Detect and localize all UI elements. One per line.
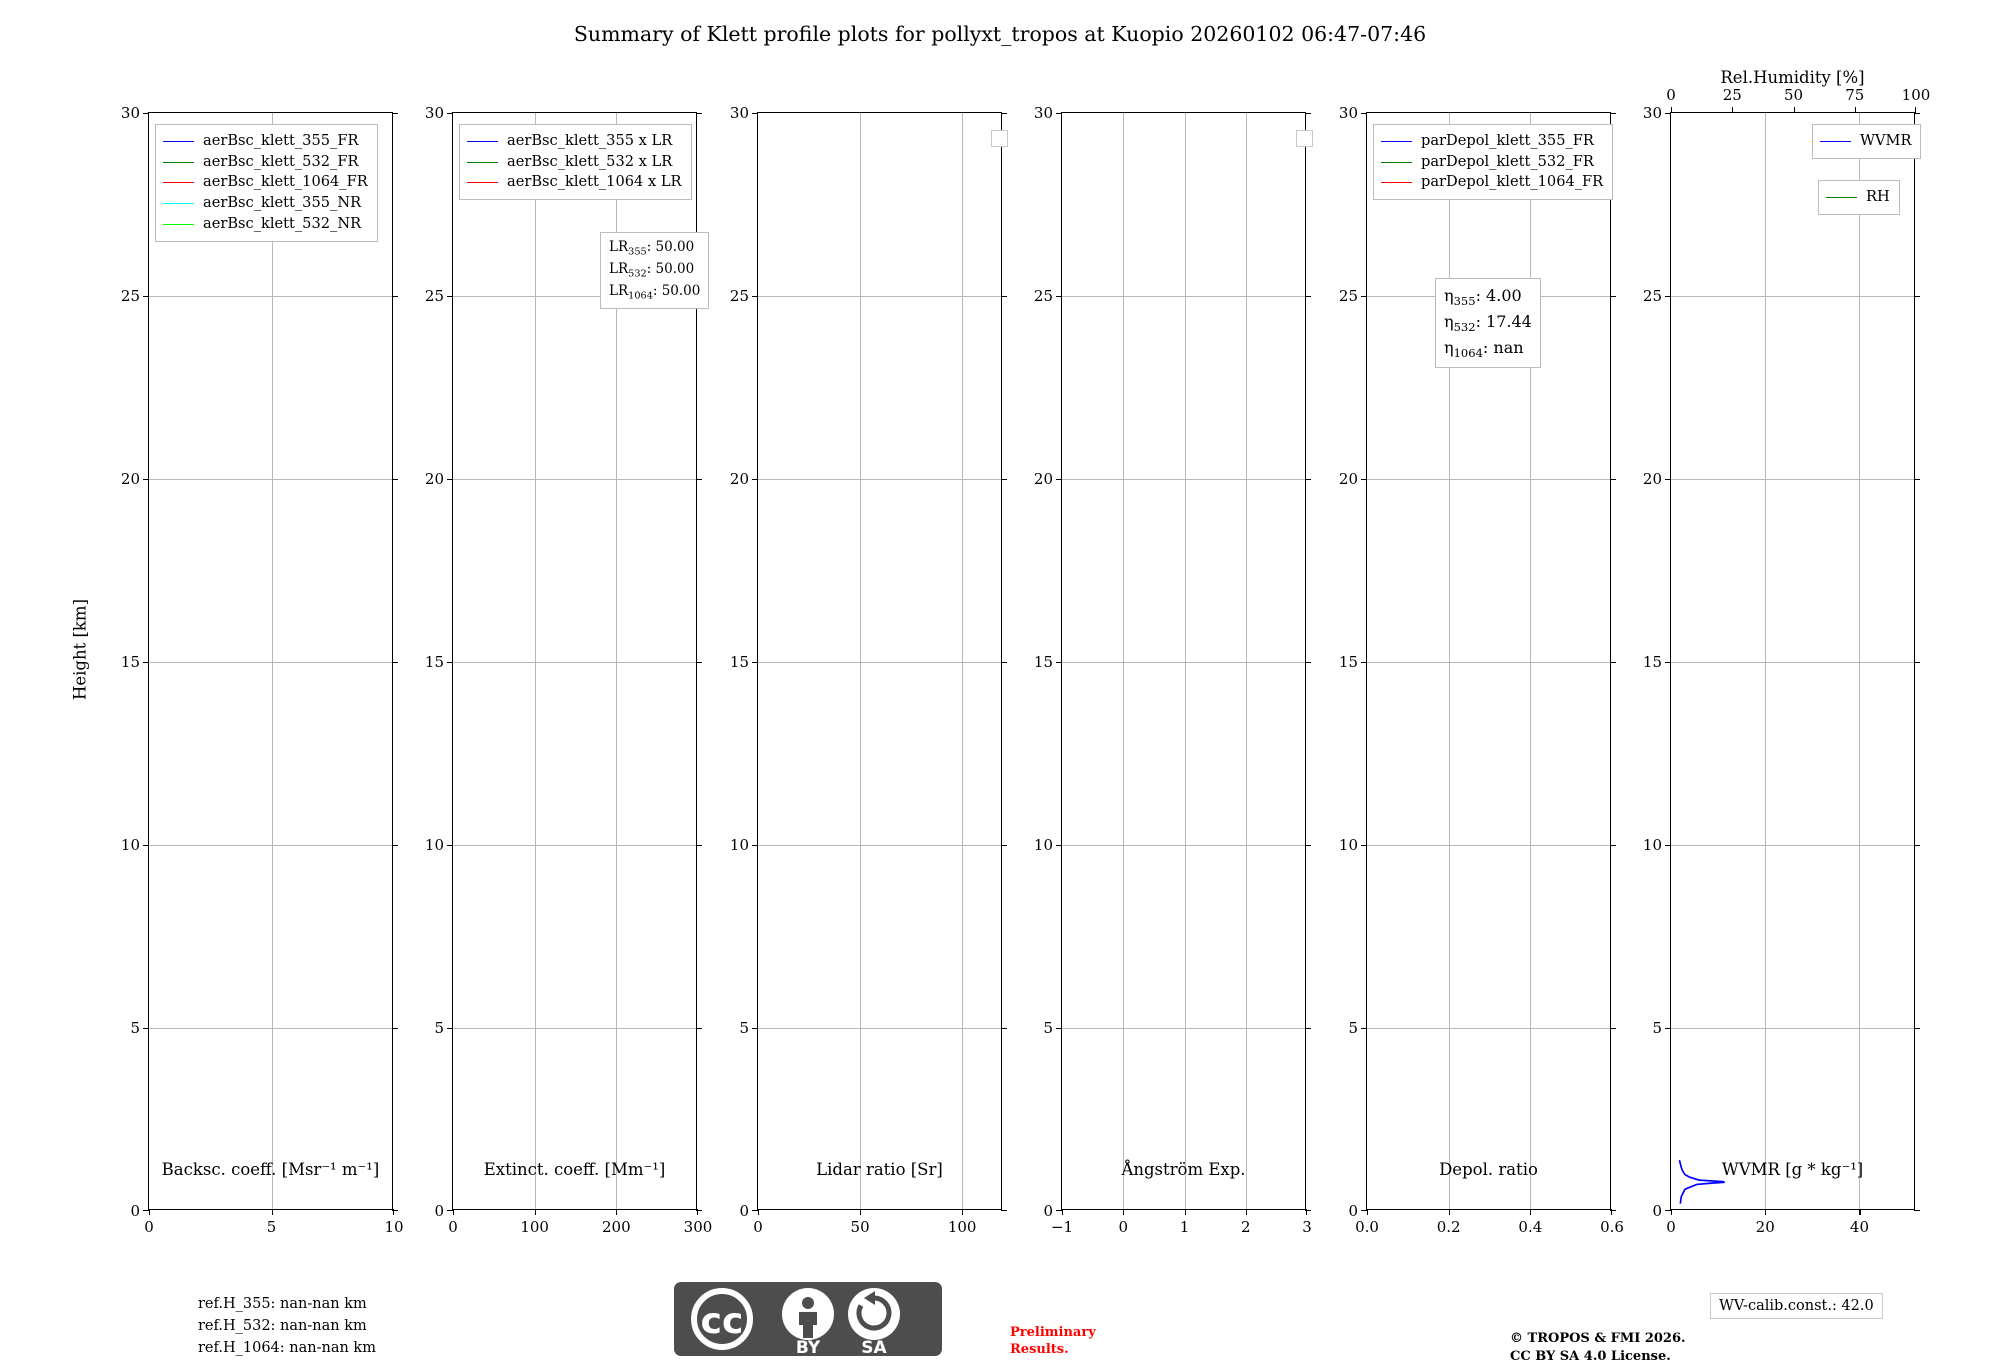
y-tick-label: 30 (1338, 104, 1358, 122)
annotation-lidar-ratios (600, 232, 709, 309)
x-tick-label: −1 (1050, 1218, 1074, 1236)
x-tick-mark (1449, 1209, 1450, 1215)
y-tick-label: 10 (1033, 836, 1053, 854)
annotation-line: $\eta_{355}$: 4.00 (1444, 286, 1522, 309)
legend-color-swatch (163, 203, 194, 204)
y-tick-mark-right (1610, 479, 1616, 480)
x-tick-label: 0.0 (1355, 1218, 1379, 1236)
legend-entry-label: parDepol_klett_532_FR (1421, 152, 1594, 170)
x-tick-label: 0.4 (1518, 1218, 1543, 1236)
y-tick-label: 25 (424, 287, 444, 305)
legend-wvmr-top (1812, 124, 1921, 159)
y-tick-mark-right (1914, 1210, 1920, 1211)
x-tick-mark (616, 1209, 617, 1215)
legend-entry-label: aerBsc_klett_355_NR (203, 194, 362, 212)
y-tick-mark-right (1914, 845, 1920, 846)
y-tick-mark-right (696, 1028, 702, 1029)
cc-by-label: BY (795, 1338, 821, 1358)
y-tick-label: 5 (739, 1019, 749, 1037)
y-tick-mark-right (1914, 113, 1920, 114)
x-tick-mark (1123, 1209, 1124, 1215)
y-tick-mark-right (392, 1028, 398, 1029)
y-tick-label: 30 (424, 104, 444, 122)
y-tick-mark-right (392, 479, 398, 480)
y-tick-label: 25 (1642, 287, 1662, 305)
x-tick-label: 40 (1849, 1218, 1869, 1236)
legend-entry (1381, 131, 1603, 152)
legend-entry (467, 131, 682, 152)
x-tick-mark (1062, 1209, 1063, 1215)
x-tick-mark (272, 1209, 273, 1215)
legend-entry-label: aerBsc_klett_1064_FR (203, 173, 368, 191)
x-tick-label: 0 (144, 1218, 154, 1236)
x-axis-label-backscatter: Backsc. coeff. [Msr⁻¹ m⁻¹] (161, 1160, 380, 1179)
x-tick-label: 0.6 (1600, 1218, 1624, 1236)
legend-entry (163, 172, 368, 193)
x-axis-label-extinction: Extinct. coeff. [Mm⁻¹] (483, 1160, 666, 1179)
y-tick-mark-right (1610, 296, 1616, 297)
y-tick-mark-right (1914, 1028, 1920, 1029)
legend-color-swatch (163, 162, 194, 163)
y-tick-mark-right (1001, 113, 1007, 114)
y-tick-mark-right (1914, 479, 1920, 480)
y-tick-label: 10 (729, 836, 749, 854)
y-tick-mark-right (1914, 296, 1920, 297)
y-tick-mark-right (1305, 845, 1311, 846)
y-tick-label: 15 (424, 653, 444, 671)
y-tick-mark-right (1305, 113, 1311, 114)
x-axis-label-wvmr: WVMR [g * kg⁻¹] (1721, 1160, 1864, 1179)
x-axis-label-lidar-ratio: Lidar ratio [Sr] (816, 1160, 943, 1179)
x-tick-mark (1530, 1209, 1531, 1215)
legend-entry-label: aerBsc_klett_355_FR (203, 132, 359, 149)
y-tick-label: 30 (1033, 104, 1053, 122)
top-axis-label-rh: Rel.Humidity [%] (1720, 68, 1865, 87)
x-tick-label: 0 (448, 1218, 458, 1236)
legend-entry (1381, 152, 1603, 173)
x-tick-label: 3 (1302, 1218, 1312, 1236)
x-tick-mark (149, 1209, 150, 1215)
legend-color-swatch (467, 141, 498, 142)
y-tick-mark-right (392, 113, 398, 114)
x-tick-label: 300 (683, 1218, 713, 1236)
preliminary-line1: Preliminary (1010, 1325, 1096, 1340)
y-tick-label: 20 (424, 470, 444, 488)
y-tick-mark-right (696, 113, 702, 114)
y-tick-label: 20 (1338, 470, 1358, 488)
y-tick-label: 25 (120, 287, 140, 305)
legend-entry (163, 131, 368, 152)
y-tick-label: 25 (1338, 287, 1358, 305)
legend-color-swatch (1826, 197, 1857, 198)
y-tick-label: 15 (1033, 653, 1053, 671)
x-tick-mark (697, 1209, 698, 1215)
legend-wvmr-rh (1818, 180, 1900, 215)
legend-entry (1826, 187, 1890, 208)
legend-entry-label: aerBsc_klett_1064 x LR (507, 173, 682, 191)
x-tick-label: 2 (1240, 1218, 1251, 1236)
y-tick-mark-right (1914, 662, 1920, 663)
annotation-line: $LR_{1064}$: 50.00 (609, 282, 701, 302)
legend-entry (1820, 131, 1911, 152)
y-tick-label: 10 (1338, 836, 1358, 854)
ref-height-355: ref.H_355: nan-nan km (198, 1296, 367, 1312)
y-tick-label: 0 (1043, 1202, 1053, 1220)
legend-entry-label: aerBsc_klett_532_NR (203, 214, 362, 232)
x-tick-mark (1306, 1209, 1307, 1215)
data-series-layer (758, 113, 1001, 1209)
top-tick-label: 25 (1722, 86, 1742, 104)
legend-depolarization (1373, 124, 1613, 200)
legend-entry-label: parDepol_klett_1064_FR (1421, 173, 1604, 191)
x-tick-mark (1859, 1209, 1860, 1215)
x-tick-mark (535, 1209, 536, 1215)
ref-height-532: ref.H_532: nan-nan km (198, 1317, 367, 1334)
y-tick-label: 15 (120, 653, 140, 671)
y-tick-label: 15 (1642, 653, 1662, 671)
y-tick-mark-right (392, 845, 398, 846)
x-tick-mark (962, 1209, 963, 1215)
legend-entry-label: parDepol_klett_355_FR (1421, 132, 1594, 149)
y-tick-mark-right (1001, 1210, 1007, 1211)
x-tick-label: 200 (602, 1218, 631, 1236)
panel-angstrom (1033, 104, 1312, 1236)
panel-wvmr (1642, 86, 1931, 1236)
legend-color-swatch (467, 182, 498, 183)
y-tick-label: 10 (120, 836, 140, 854)
data-series-layer (1062, 113, 1305, 1209)
legend-entry-label: aerBsc_klett_532_FR (203, 152, 359, 170)
preliminary-line2: Results. (1010, 1341, 1069, 1357)
legend-entry (163, 193, 368, 214)
y-axis-label: Height [km] (70, 598, 90, 701)
y-tick-label: 5 (1043, 1019, 1053, 1037)
x-tick-label: 10 (384, 1218, 404, 1236)
y-tick-mark-right (696, 845, 702, 846)
panel-lidar-ratio (729, 104, 1002, 1236)
legend-entry (163, 152, 368, 173)
y-tick-mark-right (1305, 296, 1311, 297)
y-tick-mark-right (1305, 1028, 1311, 1029)
x-tick-label: 0 (753, 1218, 763, 1236)
legend-entry-label: aerBsc_klett_532 x LR (507, 152, 673, 170)
x-tick-mark (1611, 1209, 1612, 1215)
top-tick-label: 75 (1845, 86, 1865, 104)
y-tick-label: 0 (1348, 1202, 1358, 1220)
creative-commons-badge (672, 1280, 944, 1358)
annotation-line: $LR_{532}$: 50.00 (609, 260, 695, 280)
y-tick-label: 25 (1033, 287, 1053, 305)
x-tick-label: 5 (266, 1218, 277, 1236)
data-series-layer (149, 113, 392, 1209)
copyright-line1: © TROPOS & FMI 2026. (1510, 1331, 1686, 1346)
y-tick-mark-right (1610, 1028, 1616, 1029)
legend-entry (1381, 172, 1603, 193)
y-tick-label: 5 (1348, 1019, 1358, 1037)
legend-entry-label: aerBsc_klett_355 x LR (507, 132, 673, 149)
y-tick-label: 15 (1338, 653, 1358, 671)
svg-text:cc: cc (700, 1301, 744, 1342)
y-tick-label: 5 (1652, 1019, 1662, 1037)
x-tick-mark (758, 1209, 759, 1215)
top-tick-label: 0 (1666, 86, 1676, 104)
x-tick-mark (1246, 1209, 1247, 1215)
y-tick-mark-right (1001, 662, 1007, 663)
x-tick-mark (393, 1209, 394, 1215)
legend-color-swatch (163, 141, 194, 142)
top-tick-mark (1915, 107, 1916, 113)
y-tick-label: 0 (1652, 1202, 1662, 1220)
legend-backscatter (155, 124, 378, 242)
y-tick-mark-right (1610, 662, 1616, 663)
legend-entry (163, 214, 368, 235)
y-tick-mark-right (392, 662, 398, 663)
ref-height-1064: ref.H_1064: nan-nan km (198, 1339, 376, 1356)
x-tick-mark (1367, 1209, 1368, 1215)
y-tick-label: 20 (729, 470, 749, 488)
y-tick-mark-right (1001, 845, 1007, 846)
y-tick-label: 10 (1642, 836, 1662, 854)
x-axis-label-depolarization: Depol. ratio (1439, 1160, 1538, 1179)
y-tick-label: 30 (1642, 104, 1662, 122)
y-tick-label: 25 (729, 287, 749, 305)
data-series-layer (1671, 113, 1914, 1209)
x-tick-label: 20 (1755, 1218, 1775, 1236)
y-tick-label: 30 (120, 104, 140, 122)
y-tick-mark-right (696, 662, 702, 663)
legend-entry-label: WVMR (1860, 132, 1912, 149)
y-tick-label: 0 (739, 1202, 749, 1220)
x-tick-mark (453, 1209, 454, 1215)
reference-heights (198, 1294, 376, 1359)
y-tick-mark-right (1001, 479, 1007, 480)
y-tick-label: 10 (424, 836, 444, 854)
x-tick-label: 0 (1666, 1218, 1676, 1236)
y-tick-label: 20 (120, 470, 140, 488)
cc-badge-svg (672, 1280, 944, 1358)
panel-depolarization (1338, 104, 1624, 1236)
legend-placeholder-angstrom (1296, 130, 1313, 147)
x-tick-mark (1185, 1209, 1186, 1215)
legend-entry (467, 172, 682, 193)
annotation-line: $LR_{355}$: 50.00 (609, 239, 695, 258)
preliminary-results-note (1010, 1325, 1096, 1359)
y-tick-mark-right (1305, 479, 1311, 480)
y-tick-mark-right (1610, 113, 1616, 114)
top-tick-label: 50 (1783, 86, 1804, 104)
legend-color-swatch (467, 162, 498, 163)
y-tick-label: 20 (1642, 470, 1662, 488)
y-tick-mark-right (1001, 296, 1007, 297)
x-tick-label: 0.2 (1436, 1218, 1461, 1236)
y-tick-label: 15 (729, 653, 749, 671)
y-tick-label: 5 (434, 1019, 444, 1037)
x-tick-mark (1671, 1209, 1672, 1215)
legend-color-swatch (1381, 182, 1412, 183)
legend-entry (467, 152, 682, 173)
cc-sa-label: SA (861, 1338, 887, 1358)
y-tick-label: 5 (130, 1019, 140, 1037)
y-tick-mark-right (696, 479, 702, 480)
page-title: Summary of Klett profile plots for pollyxt_tropos at Kuopio 20260102 06:47-07:46 (573, 22, 1427, 46)
y-tick-mark-right (1610, 845, 1616, 846)
annotation-line: $\eta_{532}$: 17.44 (1444, 311, 1532, 335)
y-tick-mark-right (1001, 1028, 1007, 1029)
x-tick-label: 1 (1179, 1218, 1190, 1236)
panel-backscatter (120, 104, 404, 1236)
x-tick-mark (1765, 1209, 1766, 1215)
legend-color-swatch (1381, 141, 1412, 142)
top-tick-label: 100 (1901, 86, 1931, 104)
y-tick-mark-right (1305, 662, 1311, 663)
legend-color-swatch (1820, 141, 1851, 142)
legend-entry-label: RH (1866, 188, 1890, 205)
annotation-line: $\eta_{1064}$: nan (1444, 337, 1524, 360)
legend-placeholder-lidar-ratio (991, 130, 1008, 147)
y-tick-label: 0 (434, 1202, 444, 1220)
copyright-line2: CC BY SA 4.0 License. (1510, 1348, 1671, 1364)
legend-color-swatch (163, 182, 194, 183)
legend-color-swatch (163, 224, 194, 225)
x-tick-label: 50 (850, 1218, 870, 1236)
x-axis-label-angstrom: Ångström Exp. (1121, 1160, 1246, 1179)
y-tick-mark-right (392, 296, 398, 297)
y-tick-label: 0 (130, 1202, 140, 1220)
legend-color-swatch (1381, 162, 1412, 163)
annotation-eta-values (1435, 278, 1541, 368)
x-tick-label: 0 (1118, 1218, 1129, 1236)
wv-calibration-constant: WV-calib.const.: 42.0 (1710, 1293, 1883, 1319)
y-tick-label: 30 (729, 104, 749, 122)
legend-extinction (459, 124, 692, 200)
x-tick-mark (860, 1209, 861, 1215)
x-tick-label: 100 (520, 1218, 549, 1236)
x-tick-label: 100 (947, 1218, 977, 1236)
y-tick-label: 20 (1033, 470, 1053, 488)
